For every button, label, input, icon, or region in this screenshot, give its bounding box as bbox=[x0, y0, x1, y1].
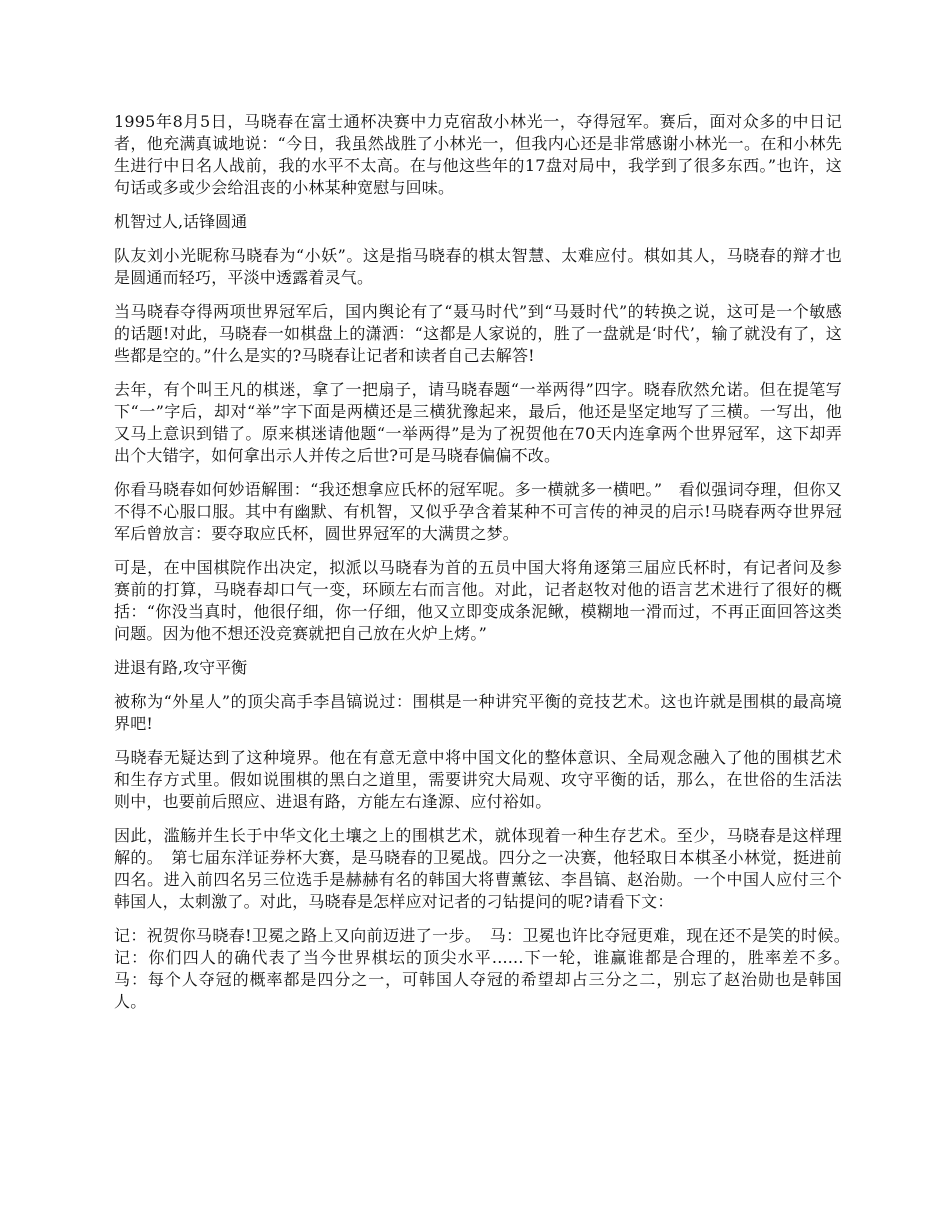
paragraph-ing-cup: 可是，在中国棋院作出决定，拟派以马晓春为首的五员中国大将角逐第三届应氏杯时，有记者问及参赛前的打算，马晓春却口气一变，环顾左右而言他。对此，记者赵牧对他的语言艺术进行了很好的概括：“你没当真时，他很仔细，你一仔细，他又立即变成条泥鳅，模糊地一滑而过，不再正面回答这类问题。因为他不想还没竞赛就把自己放在火炉上烤。” bbox=[114, 558, 842, 643]
paragraph-nickname: 队友刘小光昵称马晓春为“小妖”。这是指马晓春的棋太智慧、太难应付。棋如其人，马晓春的辩才也是圆通而轻巧，平淡中透露着灵气。 bbox=[114, 246, 842, 287]
section-heading-balance: 进退有路,攻守平衡 bbox=[114, 658, 248, 677]
paragraph-fan-calligraphy: 去年，有个叫王凡的棋迷，拿了一把扇子，请马晓春题“一举两得”四字。晓春欣然允诺。但在提笔写下“一”字后，却对“举”字下面是两横还是三横犹豫起来，最后，他还是坚定地写了三横。一写出，他又马上意识到错了。原来棋迷请他题“一举两得”是为了祝贺他在70天内连拿两个世界冠军，这下却弄出个大错字，如何拿出示人并传之后世?可是马晓春偏偏不改。 bbox=[114, 380, 842, 465]
paragraph-final-victory: 1995年8月5日，马晓春在富士通杯决赛中力克宿敌小林光一，夺得冠军。赛后，面对众多的中日记者，他充满真诚地说：“今日，我虽然战胜了小林光一，但我内心还是非常感谢小林光一。在和小林先生进行中日名人战前，我的水平不太高。在与他这些年的17盘对局中，我学到了很多东西。”也许，这句话或多或少会给沮丧的小林某种宽慰与回味。 bbox=[114, 112, 842, 197]
paragraph-realm: 马晓春无疑达到了这种境界。他在有意无意中将中国文化的整体意识、全局观念融入了他的围棋艺术和生存方式里。假如说围棋的黑白之道里，需要讲究大局观、攻守平衡的话，那么，在世俗的生活法则中，也要前后照应、进退有路，方能左右逢源、应付裕如。 bbox=[114, 748, 842, 811]
section-heading-wit: 机智过人,话锋圆通 bbox=[114, 212, 248, 231]
paragraph-toyo-cup: 因此，滥觞并生长于中华文化土壤之上的围棋艺术，就体现着一种生存艺术。至少，马晓春是这样理解的。 第七届东洋证券杯大赛，是马晓春的卫冕战。四分之一决赛，他轻取日本棋圣小林觉，挺进前四名。进入前四名另三位选手是赫赫有名的韩国大将曹薰铉、李昌镐、赵治勋。一个中国人应付三个韩国人，太刺激了。对此，马晓春是怎样应对记者的刁钻提问的呢?请看下文： bbox=[114, 826, 842, 911]
paragraph-witty-reply: 你看马晓春如何妙语解围：“我还想拿应氏杯的冠军呢。多一横就多一横吧。” 看似强词夺理，但你又不得不心服口服。其中有幽默、有机智，又似乎孕含着某种不可言传的神灵的启示!马晓春两夺世界冠军后曾放言：要夺取应氏杯，圆世界冠军的大满贯之梦。 bbox=[114, 480, 842, 543]
paragraph-interview: 记：祝贺你马晓春!卫冕之路上又向前迈进了一步。 马：卫冕也许比夺冠更难，现在还不是笑的时候。 记：你们四人的确代表了当今世界棋坛的顶尖水平......下一轮，谁赢谁都是合理的，胜率差不多。 马：每个人夺冠的概率都是四分之一，可韩国人夺冠的希望却占三分之二，别忘了赵治勋也是韩国人。 bbox=[114, 926, 859, 1011]
document-page bbox=[114, 111, 859, 1025]
paragraph-era-debate: 当马晓春夺得两项世界冠军后，国内舆论有了“聂马时代”到“马聂时代”的转换之说，这可是一个敏感的话题!对此，马晓春一如棋盘上的潇洒：“这都是人家说的，胜了一盘就是‘时代’，输了就没有了，这些都是空的。”什么是实的?马晓春让记者和读者自己去解答! bbox=[114, 302, 842, 365]
paragraph-lee-changho: 被称为“外星人”的顶尖高手李昌镐说过：围棋是一种讲究平衡的竞技艺术。这也许就是围棋的最高境界吧! bbox=[114, 692, 842, 733]
